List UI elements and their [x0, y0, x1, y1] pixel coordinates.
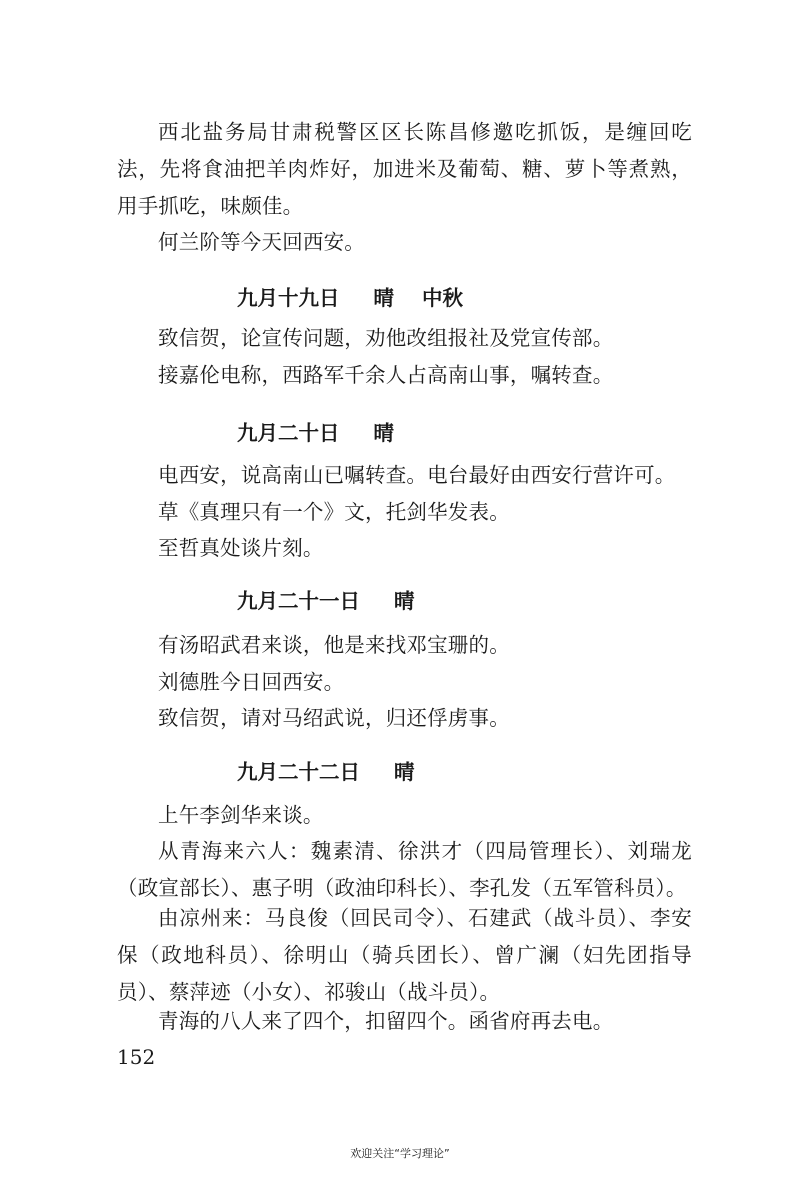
paragraph-telegram-xian: 电西安，说高南山已嘱转查。电台最好由西安行营许可。	[158, 463, 676, 487]
entry-date: 九月二十日	[237, 421, 340, 445]
paragraph-liu-desheng: 刘德胜今日回西安。	[158, 670, 345, 694]
entry-festival: 中秋	[422, 286, 463, 310]
entry-weather: 晴	[373, 421, 394, 445]
paragraph-li-jianhua: 上午李剑华来谈。	[158, 803, 324, 827]
entry-heading-sep-21	[237, 586, 415, 616]
entry-heading-sep-19	[237, 283, 463, 313]
paragraph-qinghai-eight: 青海的八人来了四个，扣留四个。函省府再去电。	[158, 1009, 614, 1033]
entry-weather: 晴	[373, 286, 394, 310]
entry-heading-sep-20	[237, 418, 394, 448]
entry-date: 九月二十二日	[237, 760, 360, 784]
entry-date: 九月十九日	[237, 286, 340, 310]
paragraph-he-lanjie: 何兰阶等今天回西安。	[158, 230, 365, 254]
paragraph-truth-article: 草《真理只有一个》文，托剑华发表。	[158, 500, 510, 524]
entry-weather: 晴	[394, 760, 415, 784]
page-number: 152	[117, 1045, 156, 1069]
paragraph-letter-he-prisoners: 致信贺，请对马绍武说，归还俘虏事。	[158, 706, 510, 730]
entry-date: 九月二十一日	[237, 589, 360, 613]
entry-heading-sep-22	[237, 757, 415, 787]
footer-note: 欢迎关注“学习理论”	[350, 1147, 450, 1160]
paragraph-tang-zhaowu: 有汤昭武君来谈，他是来找邓宝珊的。	[158, 633, 510, 657]
paragraph-grabbed-rice: 西北盐务局甘肃税警区区长陈昌修邀吃抓饭，是缠回吃法，先将食油把羊肉炸好，加进米及葡萄、糖、萝卜等煮熟，用手抓吃，味颇佳。	[117, 120, 692, 218]
paragraph-zhezhen-visit: 至哲真处谈片刻。	[158, 536, 324, 560]
paragraph-letter-he-propaganda: 致信贺，论宣传问题，劝他改组报社及党宣传部。	[158, 326, 614, 350]
entry-weather: 晴	[394, 589, 415, 613]
paragraph-from-liangzhou: 由凉州来：马良俊（回民司令）、石建武（战斗员）、李安保（政地科员）、徐明山（骑兵团长）、曾广澜（妇先团指导员）、蔡萍迹（小女）、祁骏山（战斗员）。	[117, 906, 692, 1004]
paragraph-from-qinghai: 从青海来六人：魏素清、徐洪才（四局管理长）、刘瑞龙（政宣部长）、惠子明（政油印科长）、李孔发（五军管科员）。	[117, 839, 692, 900]
paragraph-jialun-telegram: 接嘉伦电称，西路军千余人占高南山事，嘱转查。	[158, 363, 614, 387]
